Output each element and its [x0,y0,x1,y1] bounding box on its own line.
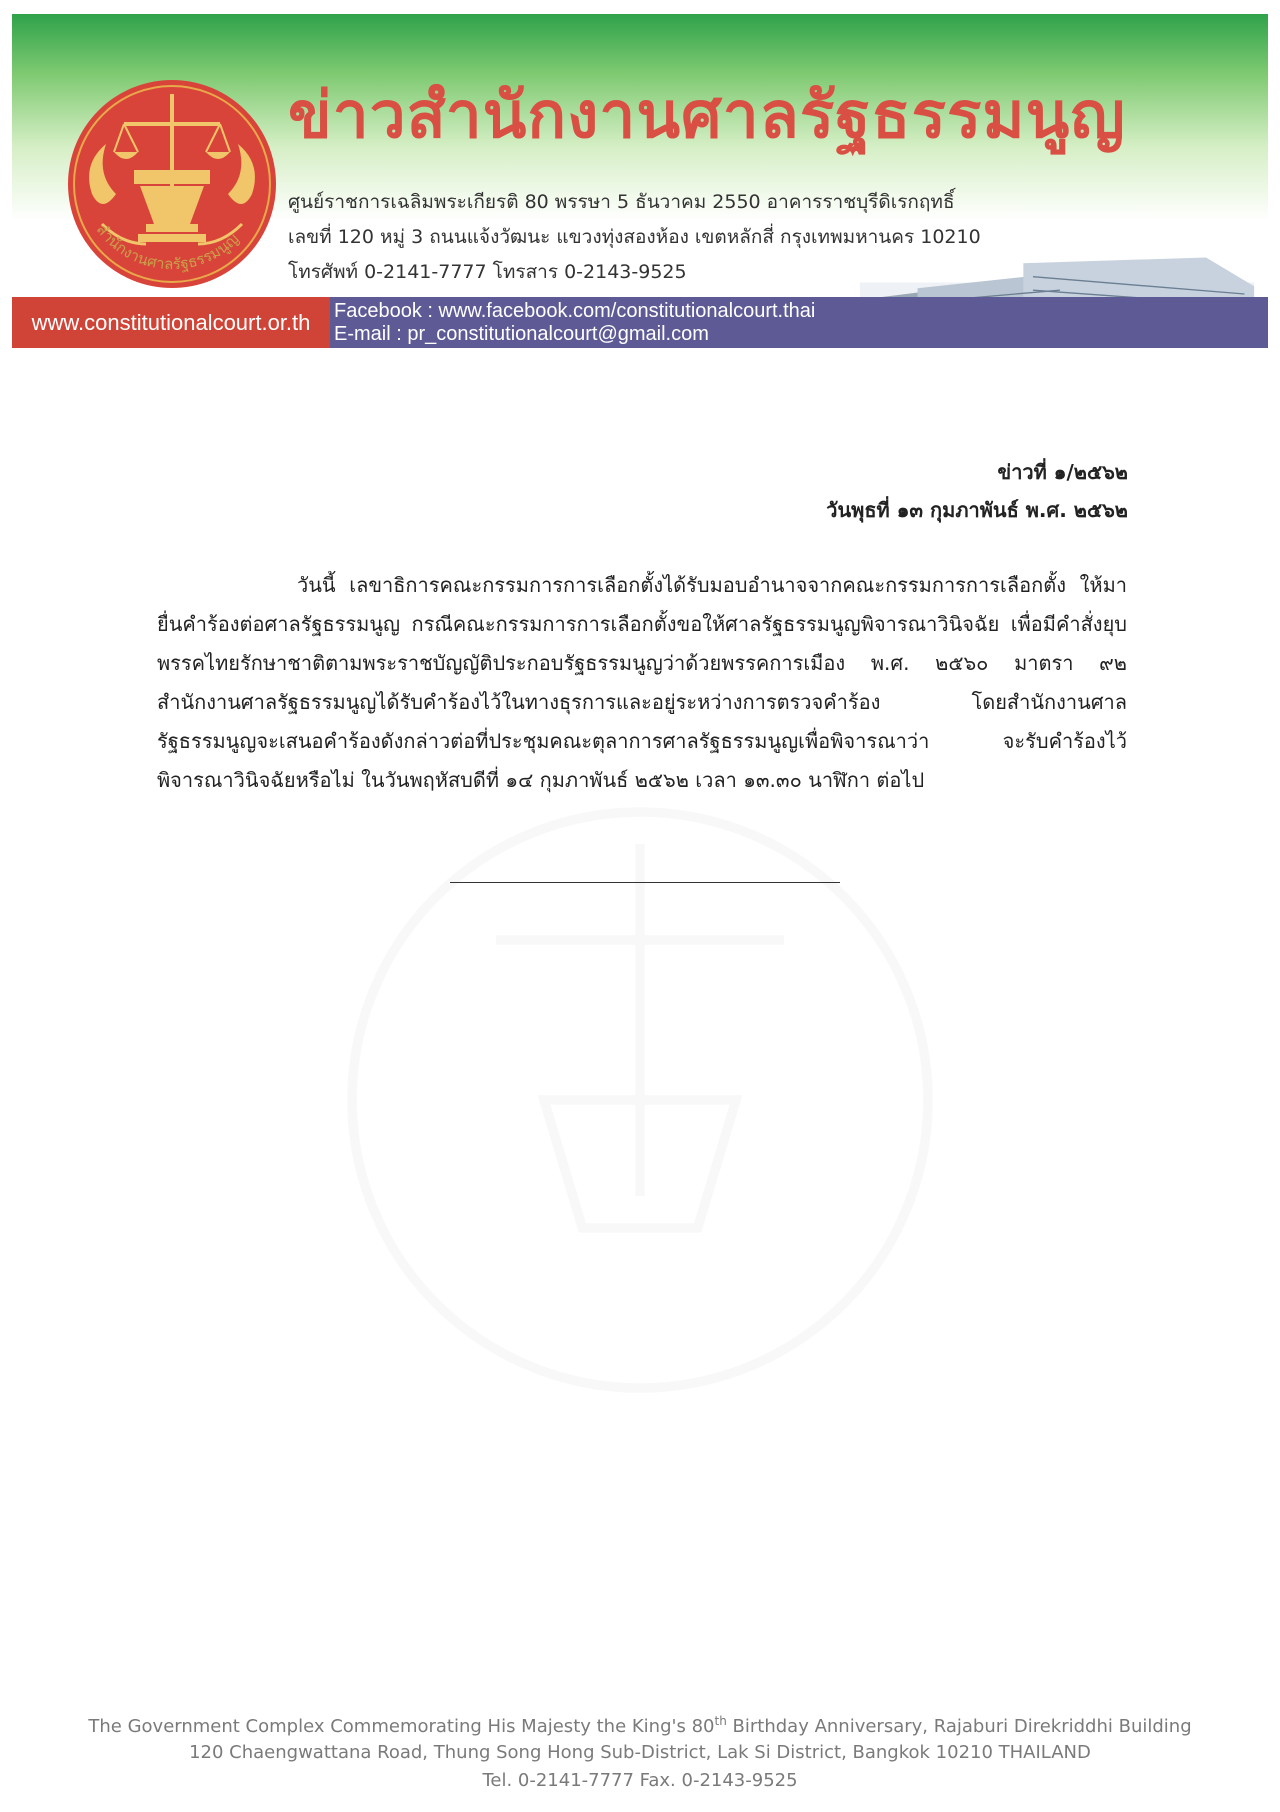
court-seal-icon [62,74,282,294]
contact-bar [12,297,1268,348]
news-number: ข่าวที่ ๑/๒๕๖๒ [997,460,1128,484]
footer-phone-line: Tel. 0-2141-7777 Fax. 0-2143-9525 [482,1770,798,1791]
footer-address-line-2: 120 Chaengwattana Road, Thung Song Hong Sub-District, Lak Si District, Bangkok 10210 THAILAND [189,1742,1091,1763]
phone-line: โทรศัพท์ 0-2141-7777 โทรสาร 0-2143-9525 [288,261,687,283]
address-line-2: เลขที่ 120 หมู่ 3 ถนนแจ้งวัฒนะ แขวงทุ่งสองห้อง เขตหลักสี่ กรุงเทพมหานคร 10210 [288,226,981,248]
footer-address-line-1: The Government Complex Commemorating His Majesty the King's 80th Birthday Anniversary, Rajaburi Direkriddhi Building [88,1714,1192,1737]
email-link[interactable]: E-mail : pr_constitutionalcourt@gmail.com [334,323,709,345]
address-line-1: ศูนย์ราชการเฉลิมพระเกียรติ 80 พรรษา 5 ธันวาคม 2550 อาคารราชบุรีดิเรกฤทธิ์ [288,191,955,213]
letterhead-banner [12,14,1268,348]
news-body: วันนี้ เลขาธิการคณะกรรมการการเลือกตั้งได้รับมอบอำนาจจากคณะกรรมการการเลือกตั้ง ให้มายื่นคำร้องต่อศาลรัฐธรรมนูญ กรณีคณะกรรมการการเลือกตั้งขอให้ศาลรัฐธรรมนูญพิจารณาวินิจฉัย เพื่อมีคำสั่งยุบพรรคไทยรักษาชาติตามพระราชบัญญัติประกอบรัฐธรรมนูญว่าด้วยพรรคการเมือง พ.ศ. ๒๕๖๐ มาตรา ๙๒ สำนักงานศาลรัฐธรรมนูญได้รับคำร้องไว้ในทางธุรการและอยู่ระหว่างการตรวจคำร้อง โดยสำนักงานศาลรัฐธรรมนูญจะเสนอคำร้องดังกล่าวต่อที่ประชุมคณะตุลาการศาลรัฐธรรมนูญเพื่อพิจารณาว่า จะรับคำร้องไว้พิจารณาวินิจฉัยหรือไม่ ในวันพฤหัสบดีที่ ๑๔ กุมภาพันธ์ ๒๕๖๒ เวลา ๑๓.๓๐ นาฬิกา ต่อไป [157,573,1127,792]
seal-caption: สำนักงานศาลรัฐธรรมนูญ [92,220,243,274]
news-date: วันพุธที่ ๑๓ กุมภาพันธ์ พ.ศ. ๒๕๖๒ [826,498,1128,522]
end-rule [450,882,840,883]
contact-info [334,300,934,346]
facebook-link[interactable]: Facebook : www.facebook.com/constitutionalcourt.thai [334,300,816,322]
website-link[interactable]: www.constitutionalcourt.or.th [12,297,330,348]
seal-watermark-icon [320,780,960,1420]
org-title: ข่าวสำนักงานศาลรัฐธรรมนูญ [288,79,1126,153]
